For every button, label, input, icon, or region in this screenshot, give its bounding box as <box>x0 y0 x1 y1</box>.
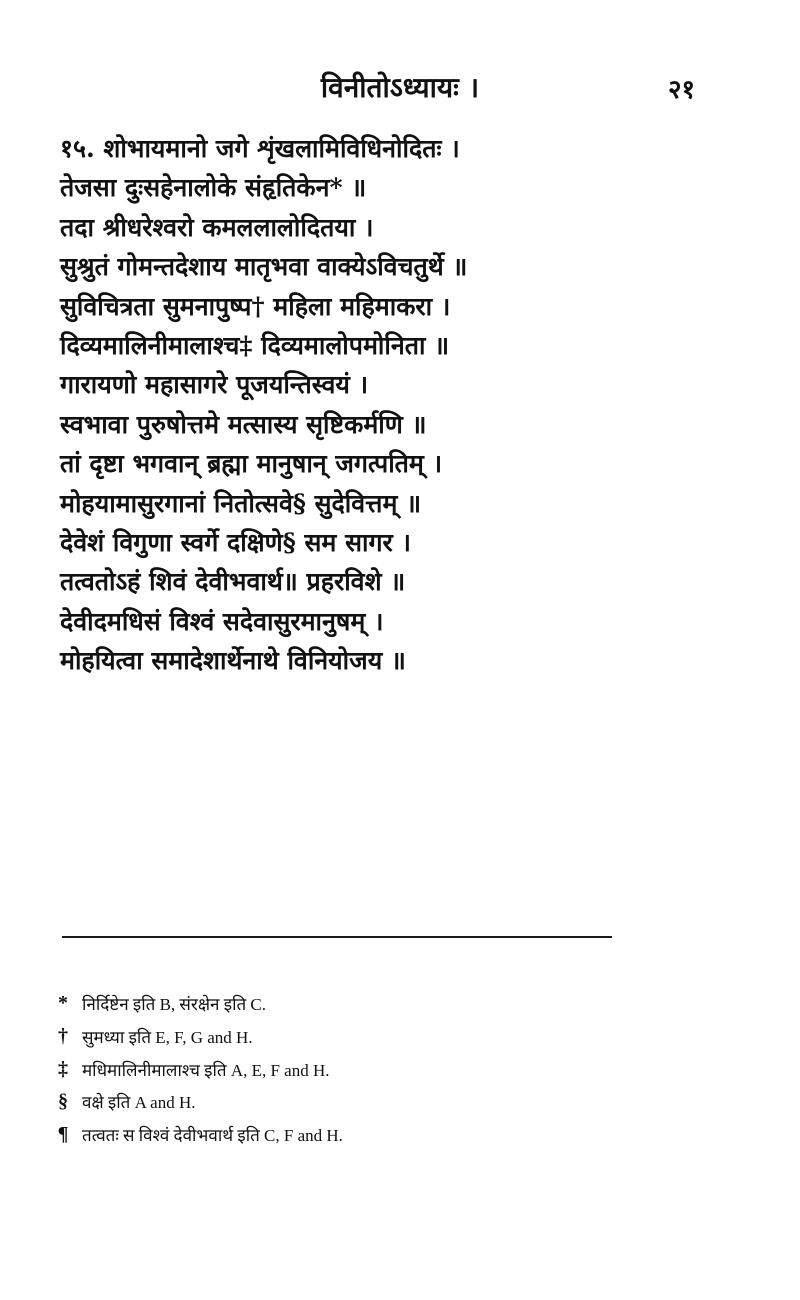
footnote-marker: § <box>58 1090 68 1113</box>
verse-line: मोहयामासुरगानां नितोत्सवे§ सुदेवित्तम् ॥ <box>60 488 422 518</box>
footnote <box>50 990 770 1017</box>
footnote <box>50 1023 770 1050</box>
footnote-marker: † <box>58 1024 68 1047</box>
footnote-text: सुमध्या इति E, F, G and H. <box>82 1027 253 1047</box>
footnote <box>50 1056 770 1083</box>
footnote-text: वक्षे इति A and H. <box>82 1093 196 1113</box>
verse-line: गारायणो महासागरे पूजयन्तिस्वयं । <box>60 370 369 400</box>
verse-line: १५. शोभायमानो जगे शृंखलामिविधिनोदितः । <box>60 134 460 163</box>
verse-line: मोहयित्वा समादेशार्थेनाथे विनियोजय ॥ <box>60 646 406 676</box>
footnote-text: मधिमालिनीमालाश्च इति A, E, F and H. <box>82 1060 330 1080</box>
verse-line: देवेशं विगुणा स्वर्गे दक्षिणे§ सम सागर । <box>60 527 411 557</box>
footnote-divider <box>62 936 612 938</box>
verse-line: देवीदमधिसं विश्वं सदेवासुरमानुषम् । <box>60 606 384 636</box>
verse-line: तेजसा दुःसहेनालोके संहृतिकेन* ॥ <box>60 173 367 203</box>
footnotes <box>50 990 770 1154</box>
chapter-title: विनीतोऽध्यायः । <box>320 71 480 104</box>
footnote-marker: * <box>58 992 68 1014</box>
verse-line: तत्वतोऽहं शिवं देवीभवार्थ॥ प्रहरविशे ॥ <box>60 567 406 597</box>
verse-line: स्वभावा पुरुषोत्तमे मत्सास्य सृष्टिकर्मणि ॥ <box>60 409 427 439</box>
verse-block <box>60 130 760 681</box>
footnote-text: तत्वतः स विश्वं देवीभवार्थ इति C, F and H. <box>82 1126 343 1146</box>
footnote <box>50 1121 770 1148</box>
footnote <box>50 1088 770 1115</box>
footnote-marker: ‡ <box>58 1057 68 1080</box>
verse-line: तां दृष्टा भगवान् ब्रह्मा मानुषान् जगत्पतिम् । <box>60 449 443 479</box>
verse-line: दिव्यमालिनीमालाश्च‡ दिव्यमालोपमोनिता ॥ <box>60 330 450 360</box>
verse-line: तदा श्रीधरेश्वरो कमललालोदितया । <box>60 212 374 242</box>
footnote-text: निर्दिष्टेन इति B, संरक्षेन इति C. <box>82 995 267 1014</box>
verse-line: सुविचित्रता सुमनापुष्प† महिला महिमाकरा । <box>60 291 451 321</box>
page-number: २१ <box>668 75 696 105</box>
footnote-marker: ¶ <box>57 1123 69 1146</box>
page-header <box>0 68 800 118</box>
verse-line: सुश्रुतं गोमन्तदेशाय मातृभवा वाक्येऽविचतुर्थे ॥ <box>60 252 468 282</box>
